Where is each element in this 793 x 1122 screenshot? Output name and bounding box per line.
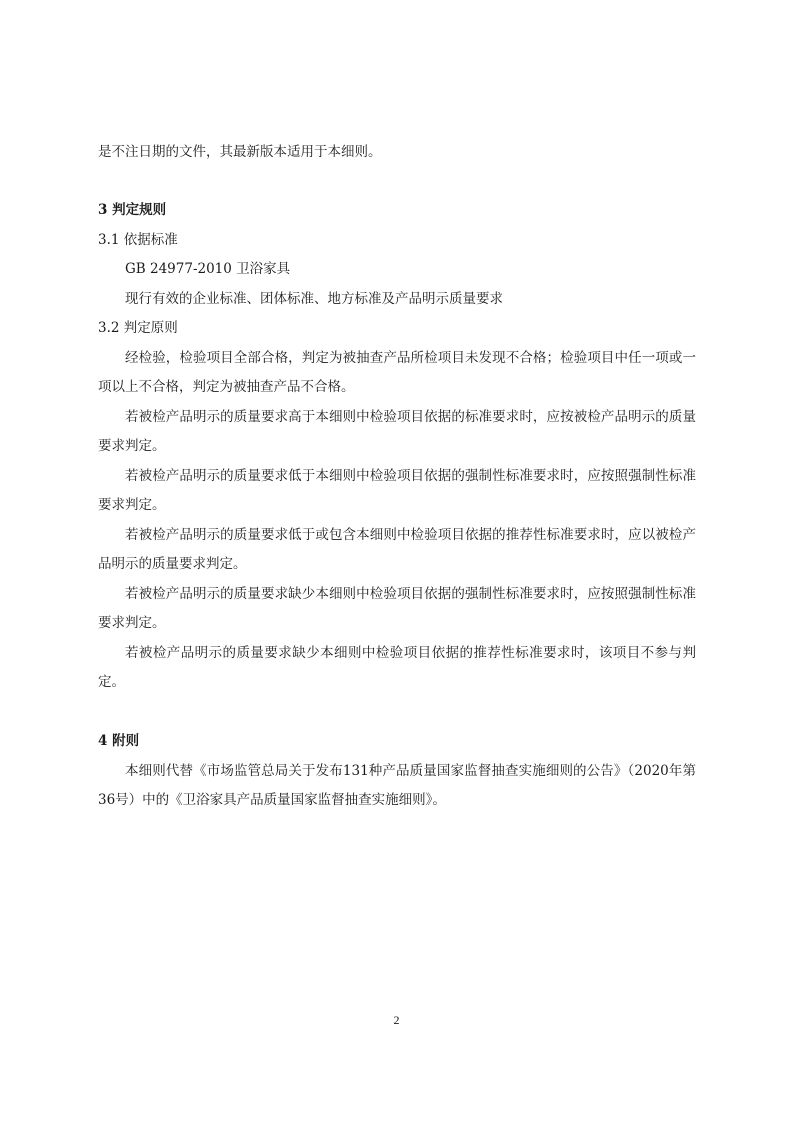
judgement-paragraph: 若被检产品明示的质量要求缺少本细则中检验项目依据的推荐性标准要求时，该项目不参与判定。 xyxy=(98,644,696,690)
standard-item: GB 24977-2010 卫浴家具 xyxy=(125,261,291,277)
section-4-heading: 4 附则 xyxy=(98,733,140,749)
section-3 xyxy=(98,196,696,698)
section-3-1-title: 3.1 依据标准 xyxy=(98,231,178,248)
intro-line: 是不注日期的文件，其最新版本适用于本细则。 xyxy=(98,144,382,160)
judgement-paragraph: 经检验，检验项目全部合格，判定为被抽查产品所检项目未发现不合格；检验项目中任一项或一项以上不合格，判定为被抽查产品不合格。 xyxy=(98,349,696,395)
supplementary-paragraph: 本细则代替《市场监管总局关于发布131种产品质量国家监督抽查实施细则的公告》（2020年第36号）中的《卫浴家具产品质量国家监督抽查实施细则》。 xyxy=(98,762,696,808)
standard-item: 现行有效的企业标准、团体标准、地方标准及产品明示质量要求 xyxy=(125,290,503,307)
judgement-paragraph: 若被检产品明示的质量要求低于本细则中检验项目依据的强制性标准要求时，应按照强制性标准要求判定。 xyxy=(98,467,696,513)
page-number: 2 xyxy=(393,1013,400,1027)
section-4 xyxy=(98,727,696,816)
section-3-heading: 3 判定规则 xyxy=(98,202,167,218)
judgement-paragraph: 若被检产品明示的质量要求缺少本细则中检验项目依据的强制性标准要求时，应按照强制性标准要求判定。 xyxy=(98,585,696,631)
judgement-paragraph: 若被检产品明示的质量要求高于本细则中检验项目依据的标准要求时，应按被检产品明示的质量要求判定。 xyxy=(98,408,696,454)
judgement-paragraph: 若被检产品明示的质量要求低于或包含本细则中检验项目依据的推荐性标准要求时，应以被检产品明示的质量要求判定。 xyxy=(98,526,696,572)
intro-block xyxy=(98,138,696,168)
section-3-2-title: 3.2 判定原则 xyxy=(98,320,178,336)
